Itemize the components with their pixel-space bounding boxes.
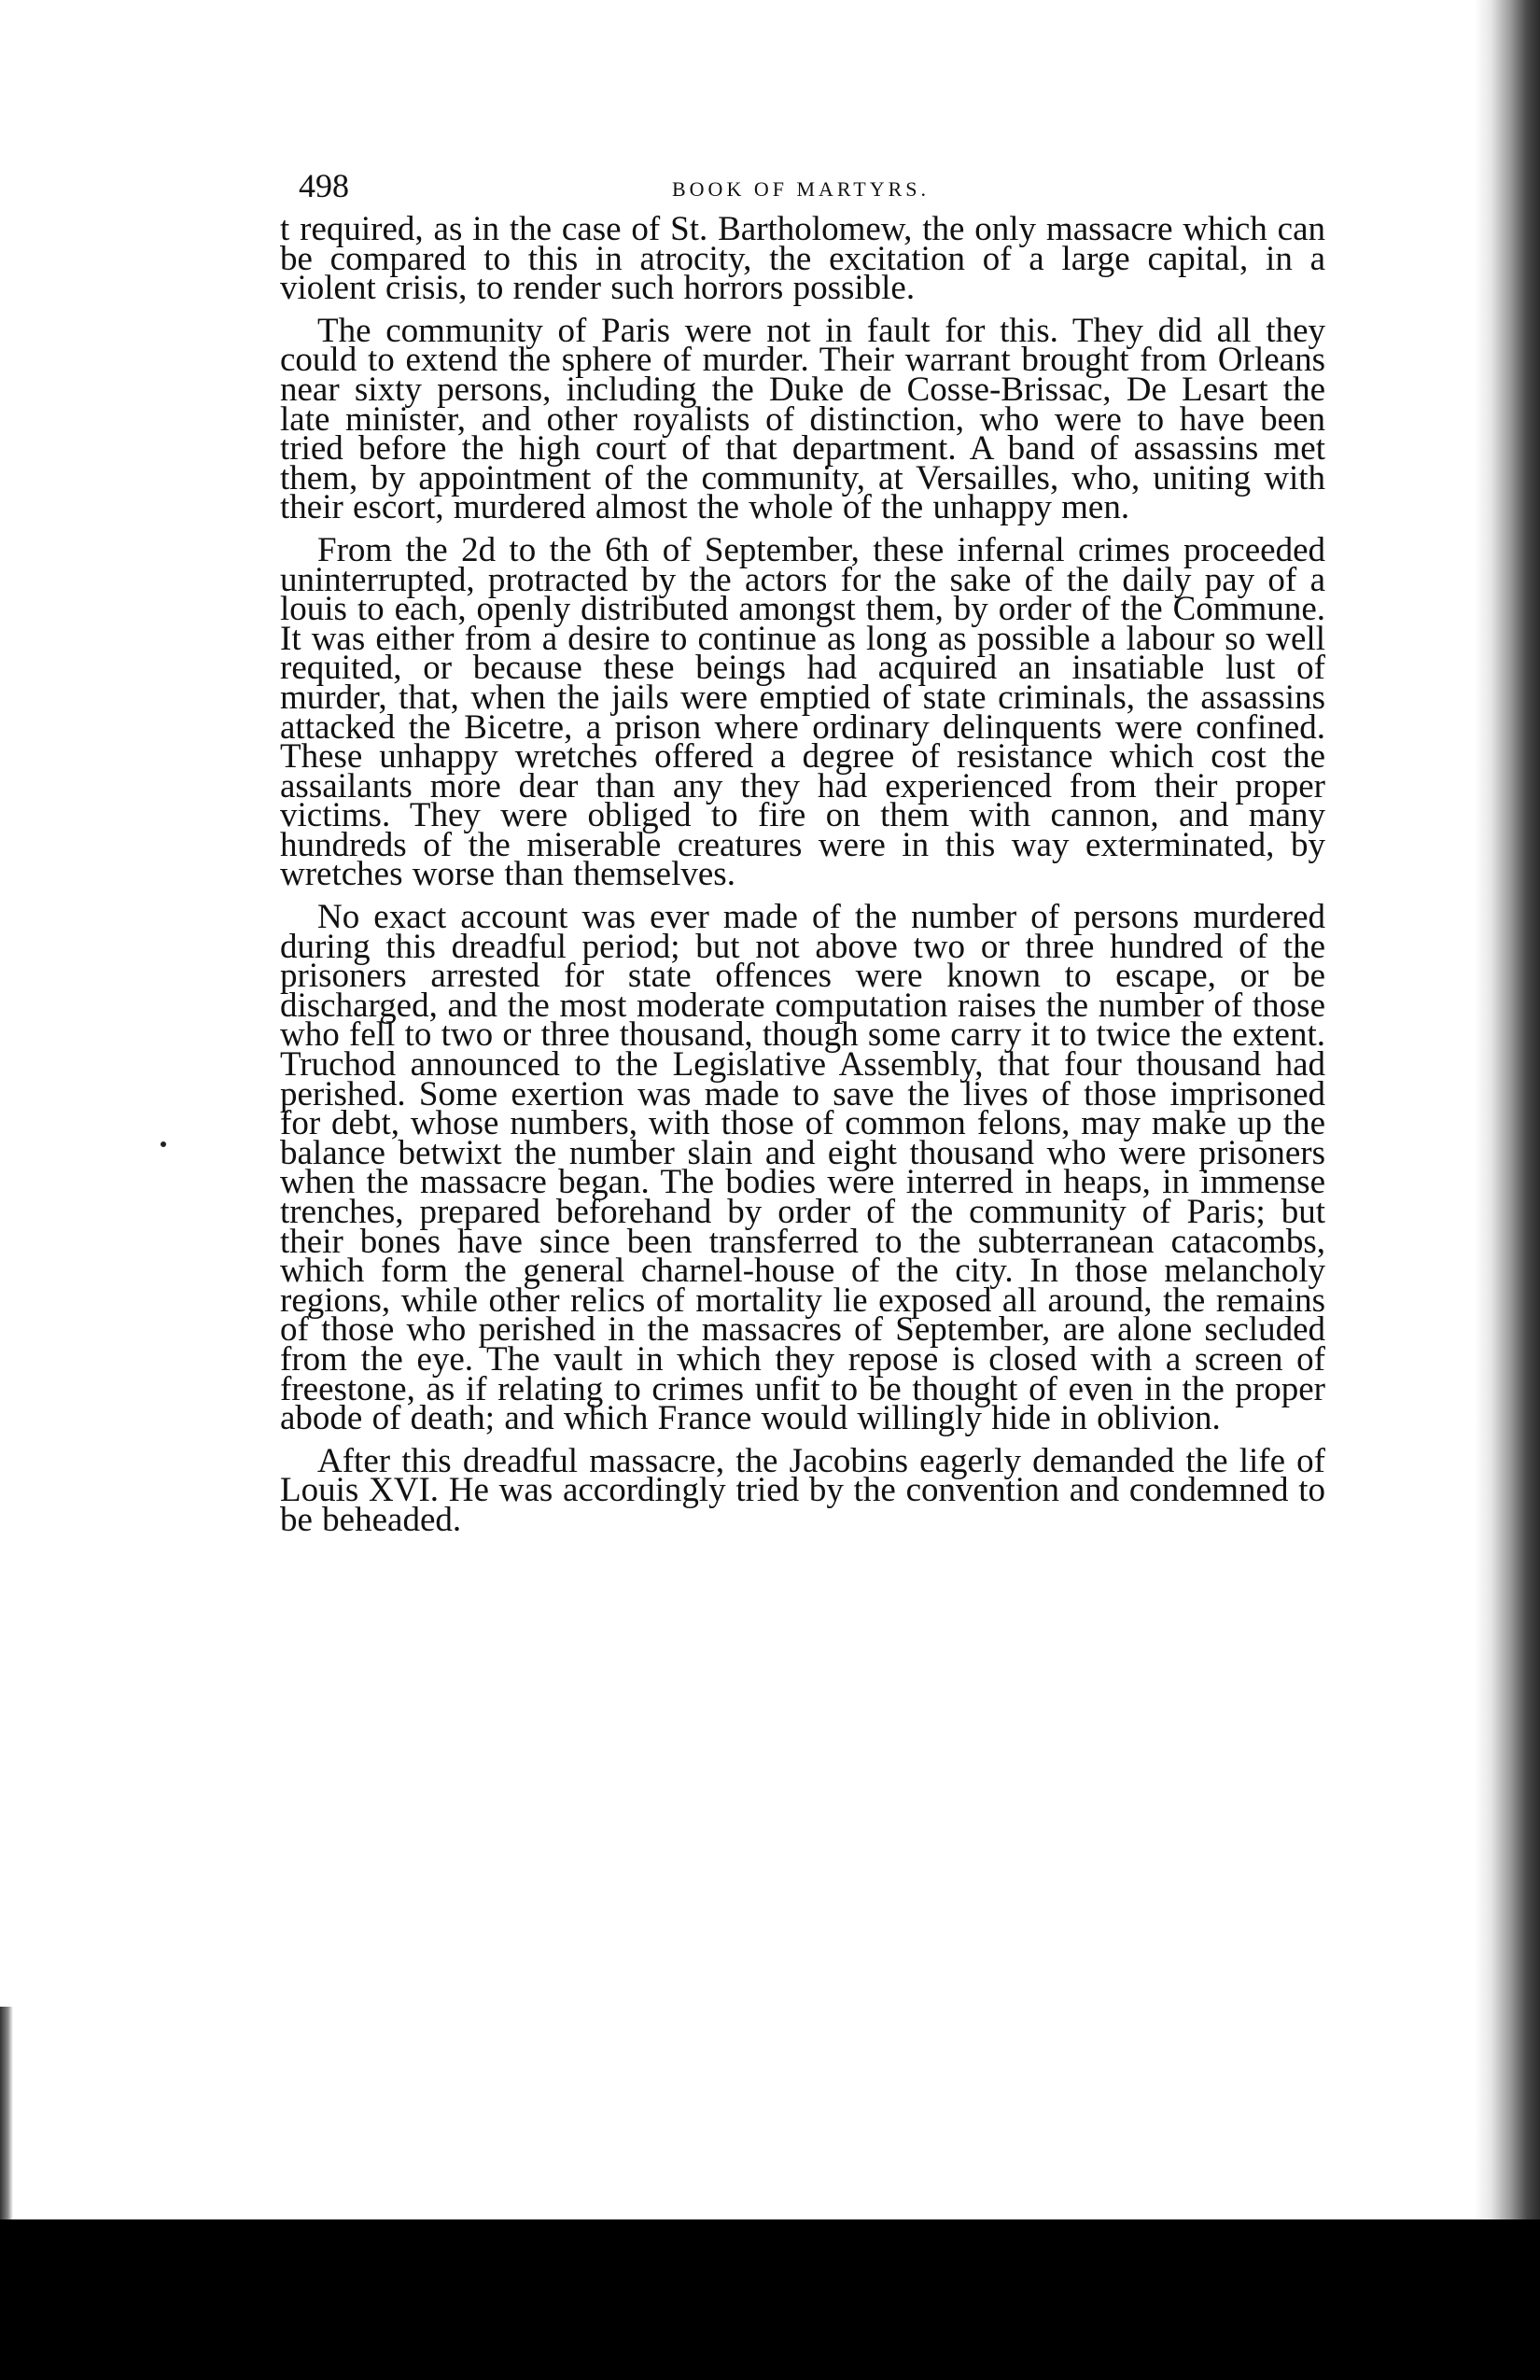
running-title: BOOK OF MARTYRS. (672, 177, 930, 201)
ink-speck (161, 1141, 166, 1147)
book-page (280, 159, 1325, 1548)
scan-bottom-border (0, 2219, 1540, 2380)
paragraph-continuation: t required, as in the case of St. Bartholomew, the only massacre which can be compared to this in atrocity, the excitation of a large capital, in a violent crisis, to render such horrors possible. (280, 210, 1325, 308)
paragraph-community-of-paris: The community of Paris were not in fault for this. They did all they could to extend the sphere of murder. Their warrant brought from Orleans near sixty persons, including the Duke de Cosse-Brissac, De Lesart the late minister, and other royalists of distinction, who were to have been tried before the high court of that department. A band of assassins met them, by appointment of the community, at Versailles, who, uniting with their escort, murdered almost the whole of the unhappy men. (280, 311, 1325, 527)
binding-shadow (0, 2007, 13, 2240)
paragraph-louis-xvi: After this dreadful massacre, the Jacobins eagerly demanded the life of Louis XVI. He was accordingly tried by the convention and condemned to be beheaded. (280, 1441, 1325, 1539)
paragraph-september-crimes: From the 2d to the 6th of September, these infernal crimes proceeded uninterrupted, protracted by the actors for the sake of the daily pay of a louis to each, openly distributed amongst them, by order of the Commune. It was either from a desire to continue as long as possible a labour so well requited, or because these beings had acquired an insatiable lust of murder, that, when the jails were emptied of state criminals, the assassins attacked the Bicetre, a prison where ordinary delinquents were confined. These unhappy wretches offered a degree of resistance which cost the assailants more dear than any they had experienced from their proper victims. They were obliged to fire on them with cannon, and many hundreds of the miserable creatures were in this way exterminated, by wretches worse than themselves. (280, 530, 1325, 894)
page-number: 498 (299, 167, 349, 204)
running-head (280, 159, 1325, 215)
page-edge-shadow (1475, 0, 1540, 2231)
paragraph-death-toll: No exact account was ever made of the number of persons murdered during this dreadful period; but not above two or three hundred of the prisoners arrested for state offences were known to escape, or be discharged, and the most moderate computation raises the number of those who fell to two or three thousand, though some carry it to twice the extent. Truchod announced to the Legislative Assembly, that four thousand had perished. Some exertion was made to save the lives of those imprisoned for debt, whose numbers, with those of common felons, may make up the balance betwixt the number slain and eight thousand who were prisoners when the massacre began. The bodies were interred in heaps, in immense trenches, prepared beforehand by order of the community of Paris; but their bones have since been transferred to the subterranean catacombs, which form the general charnel-house of the city. In those melancholy regions, while other relics of mortality lie exposed all around, the remains of those who perished in the massacres of September, are alone secluded from the eye. The vault in which they repose is closed with a screen of freestone, as if relating to crimes unfit to be thought of even in the proper abode of death; and which France would willingly hide in oblivion. (280, 898, 1325, 1438)
